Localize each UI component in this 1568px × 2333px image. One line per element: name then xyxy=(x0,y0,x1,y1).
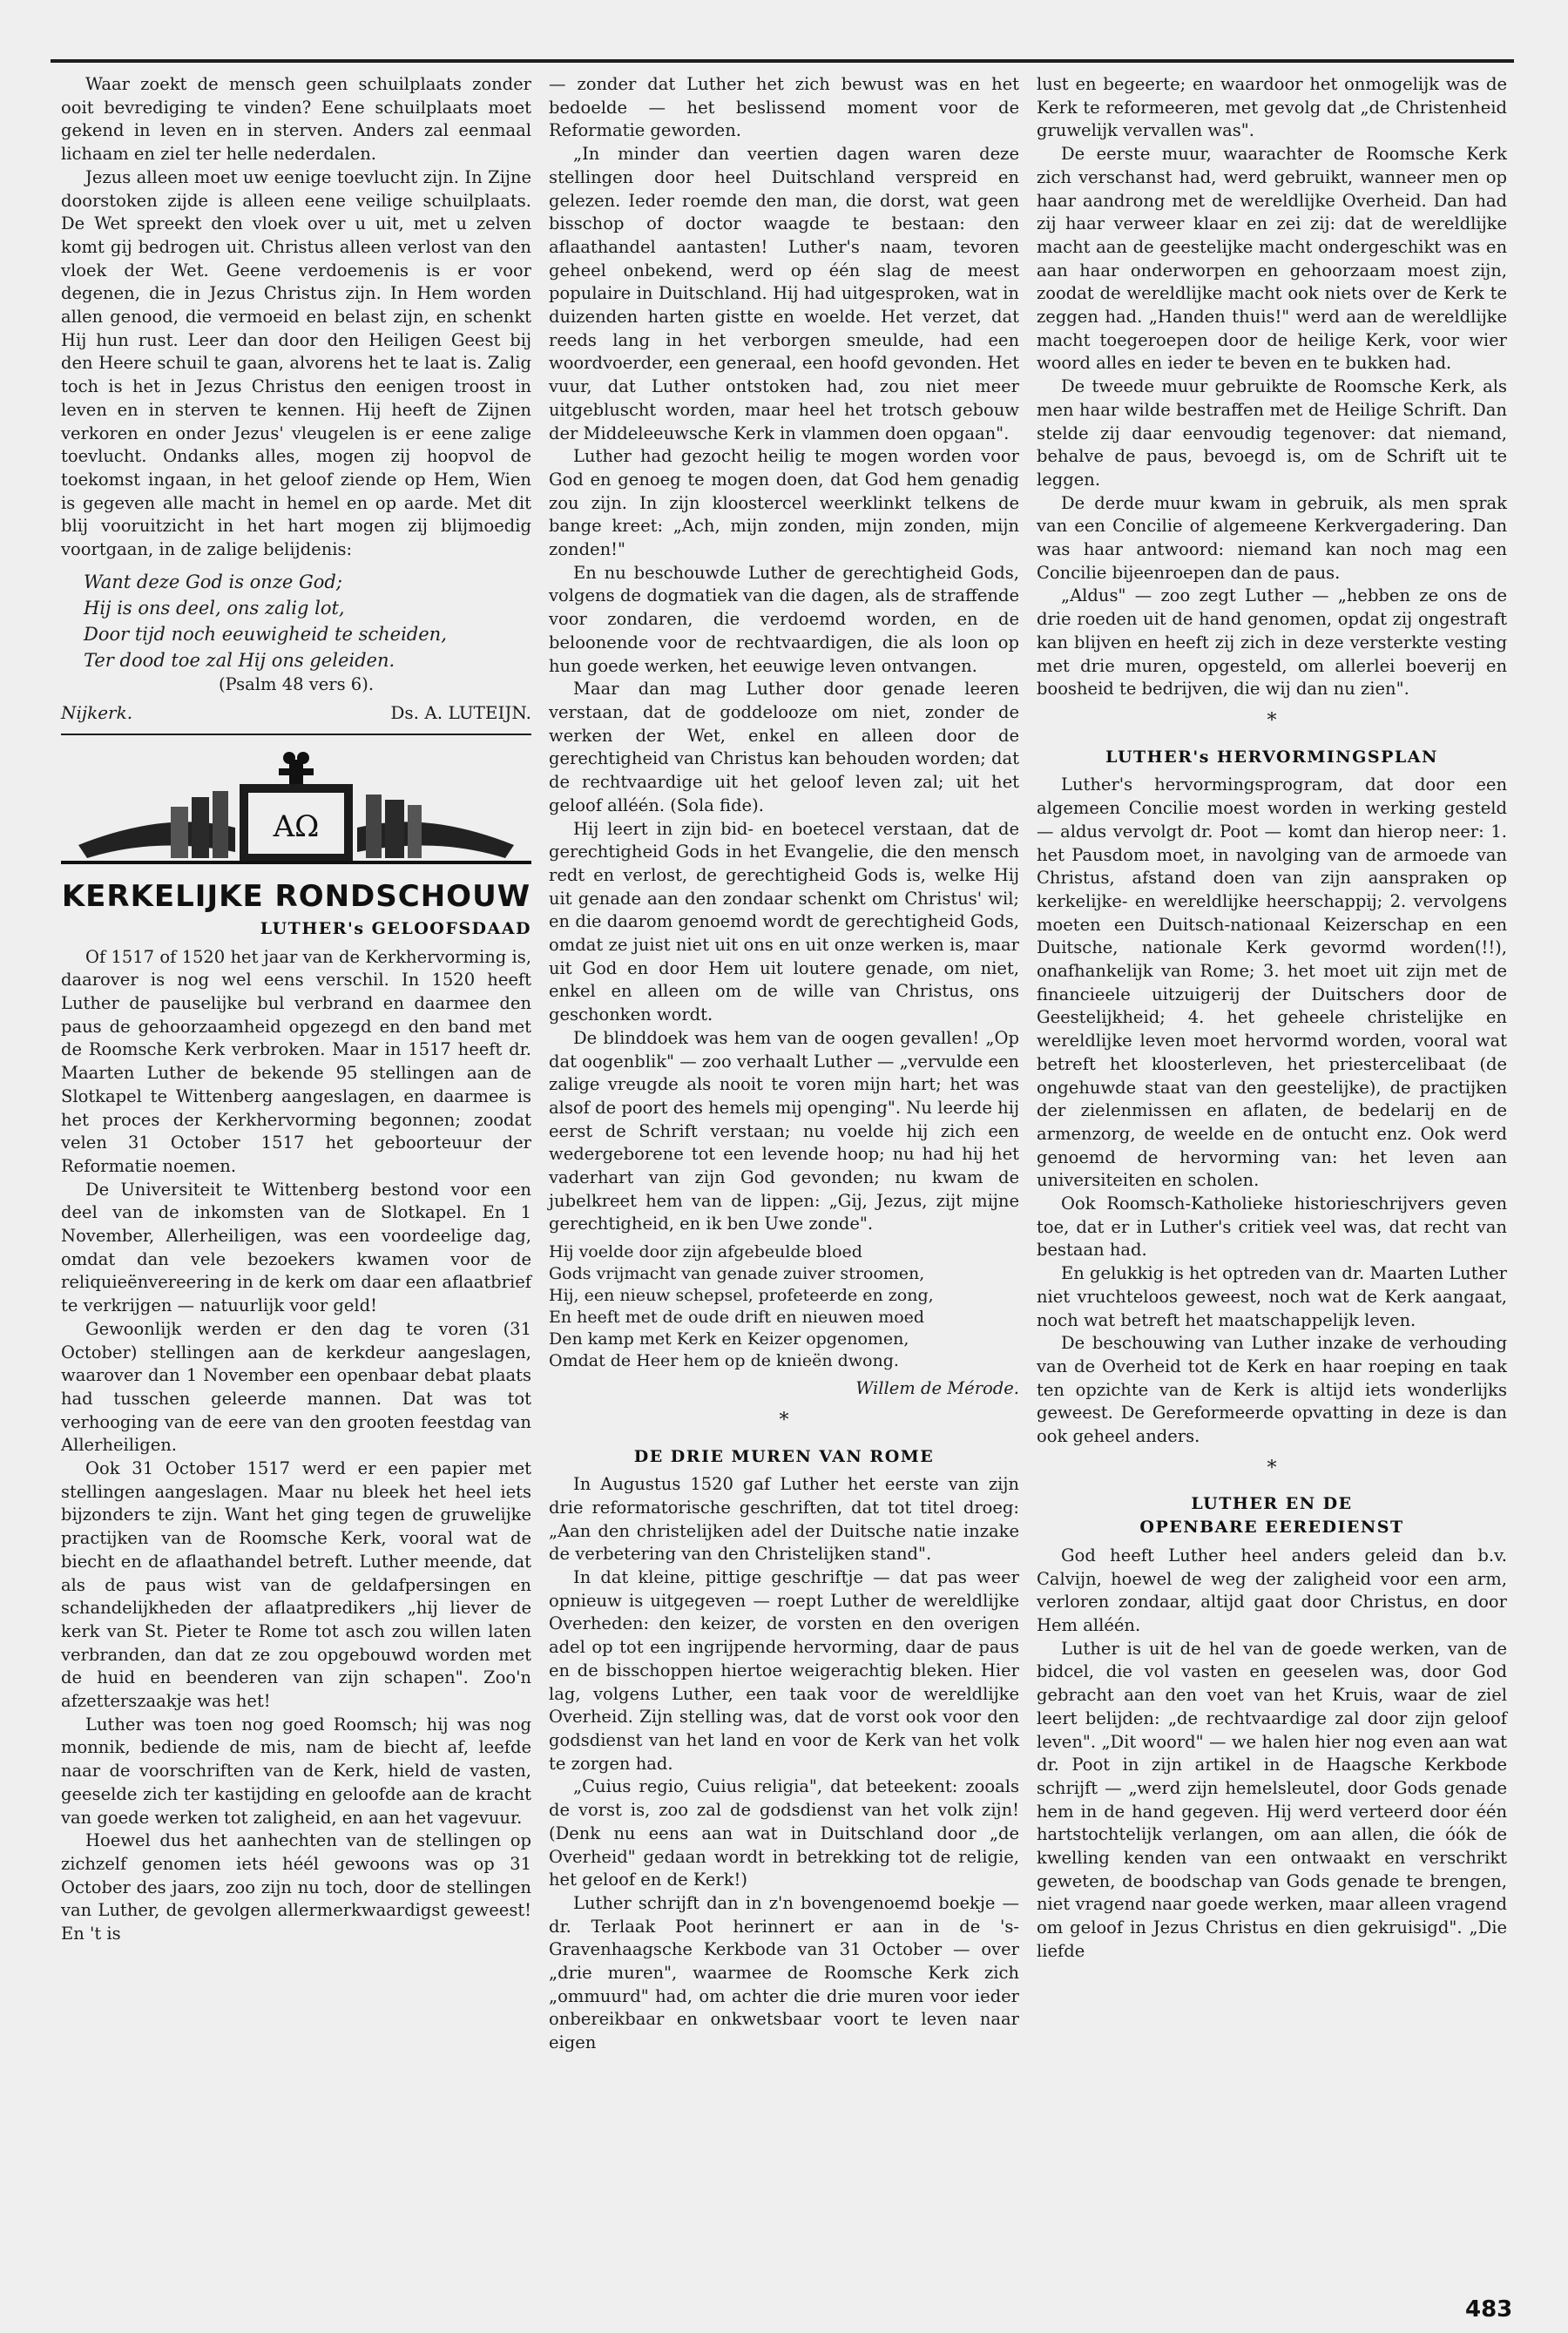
svg-text:AΩ: AΩ xyxy=(273,809,320,845)
poem-line: Hij, een nieuw schepsel, profeteerde en zong, xyxy=(549,1286,934,1306)
article-heading: LUTHER EN DE xyxy=(1191,1494,1353,1514)
poem-line: Door tijd noch eeuwigheid te scheiden, xyxy=(84,623,447,645)
article-paragraph: lust en begeerte; en waardoor het onmogelijk was de Kerk te reformeeren, met gevolg dat „de Christenheid gruwelijk vervallen was". xyxy=(1037,74,1507,141)
meditation-paragraph: Jezus alleen moet uw eenige toevlucht zijn. In Zijne doorstoken zijde is alleen eene veilige schuilplaats. De Wet spreekt den vloek over u uit, met u zelven komt gij bedrogen uit. Christus alleen verlost van den vloek der Wet. Geene verdoemenis is er voor degenen, die in Jezus Christus zijn. In Hem worden allen genood, die vermoeid en belast zijn, en schenkt Hij hun rust. Leer dan door den Heiligen Geest bij den Heere schuil te gaan, alvorens het te laat is. Zalig toch is het in Jezus Christus den eenigen troost in leven en in sterven te kennen. Hij heeft de Zijnen verkoren en onder Jezus' vleugelen is er eene zalige toevlucht. Ondanks alles, mogen zij hoopvol de toekomst ingaan, in het geloof ziende op Hem, Wien is gegeven alle macht in hemel en op aarde. Met dit blij vooruitzicht in het hart mogen zij blijmoedig voortgaan, in de zalige belijdenis: xyxy=(61,166,531,560)
article-paragraph: De beschouwing van Luther inzake de verhouding van de Overheid tot de Kerk en haar roeping en taak ten opzichte van de Kerk is altijd iets wonderlijks geweest. De Gereformeerde opvatting in deze is dan ook geheel anders. xyxy=(1037,1333,1507,1447)
author-name: Ds. A. LUTEIJN. xyxy=(390,702,531,724)
psalm-citation: (Psalm 48 vers 6). xyxy=(218,673,375,694)
article-paragraph: De derde muur kwam in gebruik, als men sprak van een Concilie of algemeene Kerkvergadering. Dan was haar antwoord: niemand kan noch mag een Concilie bijeenroepen dan de paus. xyxy=(1037,492,1507,583)
column-1 xyxy=(61,73,531,1946)
poem xyxy=(84,569,531,673)
section-divider xyxy=(61,734,531,735)
article-paragraph: Maar dan mag Luther door genade leeren verstaan, dat de goddelooze om niet, zonder de werken der Wet, enkel en alleen door de gerechtigheid van Christus kan behouden worden; dat de rechtvaardige uit het geloof leven zal; uit het geloof alléén. (Sola fide). xyxy=(549,679,1019,815)
article-paragraph: Luther is uit de hel van de goede werken, van de bidcel, die vol vasten en geeselen was, door God gebracht aan den voet van het Kruis, waar de ziel leert belijden: „de rechtvaardige zal door zijn geloof leven". „Dit woord" — we halen hier nog even aan wat dr. Poot in zijn artikel in de Haagsche Kerkbode schrijft — „werd zijn hemelsleutel, door Gods genade hem in de hand gegeven. Hij werd verteerd door één hartstochtelijk verlangen, om aan allen, die óók de kwelling kenden van een ontwaakt en verschrikt geweten, de boodschap van Gods genade te brengen, niet vragend naar goede werken, maar alleen vragend om geloof in Jezus Christus en dien gekruisigd". „Die liefde xyxy=(1037,1638,1507,1961)
poem-line: Want deze God is onze God; xyxy=(84,571,342,592)
article-paragraph: En nu beschouwde Luther de gerechtigheid Gods, volgens de dogmatiek van die dagen, als de straffende voor zondaren, die verdoemd worden, en de beloonende voor de rechtvaardigen, die als loon op hun goede werken, het eeuwige leven ontvangen. xyxy=(549,562,1019,676)
section-banner-illustration xyxy=(61,749,531,880)
article-paragraph: De Universiteit te Wittenberg bestond voor een deel van de inkomsten van de Slotkapel. En 1 November, Allerheiligen, was een voordeelige dag, omdat dan vele bezoekers kwamen voor de reliquieënvereering in de kerk om daar een aflaatbrief te verkrijgen — natuurlijk voor geld! xyxy=(61,1179,531,1316)
article-heading: DE DRIE MUREN VAN ROME xyxy=(633,1446,935,1466)
article-paragraph: De blinddoek was hem van de oogen gevallen! „Op dat oogenblik" — zoo verhaalt Luther — „vervulde een zalige vreugde als nooit te voren mijn hart; het was alsof de poort des hemels mij openging". Nu leerde hij eerst de Schrift verstaan; nu voelde hij zich een wedergeborene tot een levende hoop; nu had hij het vaderhart van zijn God gevonden; nu kwam de jubelkreet hem van de lippen: „Gij, Jezus, zijt mijne gerechtigheid, en ik ben Uwe zonde". xyxy=(549,1027,1019,1234)
article-paragraph: Luther had gezocht heilig te mogen worden voor God en genoeg te mogen doen, dat God hem genadig zou zijn. In zijn kloostercel weerklinkt telkens de bange kreet: „Ach, mijn zonden, mijn zonden, mijn zonden!" xyxy=(549,446,1019,560)
quoted-poem xyxy=(549,1241,1019,1372)
separator-asterisk: * xyxy=(779,1409,789,1431)
article-paragraph: Luther's hervormingsprogram, dat door een algemeen Concilie moest worden in werking gesteld — aldus vervolgt dr. Poot — komt dan hierop neer: 1. het Pausdom moet, in navolging van de armoede van Christus, afstand doen van zijn aanspraken op kerkelijke- en wereldlijke heerschappij; 2. vervolgens moeten een Duitsch-nationaal Keizerschap en een Duitsche, nationale Kerk gevormd worden(!!), onafhankelijk van Rome; 3. het moet uit zijn met de financieele uitzuigerij der Duitschers door de Geestelijkheid; 4. het geheele christelijke en wereldlijke leven moet hervormd worden, vooral wat betreft het kloosterleven, het priestercelibaat (de ongehuwde staat van den geestelijke), de practijken der zielenmissen en aflaten, de bedelarij en de armenzorg, de weelde en de ontucht enz. Ook werd genoemd de hervorming van: het leven aan universiteiten en scholen. xyxy=(1037,774,1507,1191)
separator-asterisk: * xyxy=(1267,1457,1277,1479)
poem-line: Hij voelde door zijn afgebeulde bloed xyxy=(549,1242,862,1262)
page-number: 483 xyxy=(1465,2296,1513,2323)
article-heading: LUTHER's GELOOFSDAAD xyxy=(260,918,531,938)
article-paragraph: Gewoonlijk werden er den dag te voren (31 October) stellingen aan de kerkdeur aangeslagen, waarover dan 1 November een openbaar debat plaats had tusschen geleerde mannen. Dat was tot verhooging van de eere van den grooten feestdag van Allerheiligen. xyxy=(61,1318,531,1456)
column-2 xyxy=(549,73,1019,2055)
meditation-paragraph: Waar zoekt de mensch geen schuilplaats zonder ooit bevrediging te vinden? Eene schuilplaats moet gekend in leven en in sterven. Anders zal eenmaal lichaam en ziel ter helle nederdalen. xyxy=(61,74,531,165)
section-title: KERKELIJKE RONDSCHOUW xyxy=(61,879,531,915)
poem-line: Ter dood toe zal Hij ons geleiden. xyxy=(84,649,395,671)
article-paragraph: In dat kleine, pittige geschriftje — dat pas weer opnieuw is uitgegeven — roept Luther de wereldlijke Overheden: den keizer, de vorsten en den overigen adel op tot een ingrijpende hervorming, daar de paus en de bisschoppen hiertoe weigerachtig bleken. Hier lag, volgens Luther, een taak voor de wereldlijke Overheid. Zijn stelling was, dat de vorst ook voor den godsdienst van het land en voor de Kerk van het volk te zorgen had. xyxy=(549,1567,1019,1774)
column-3 xyxy=(1037,73,1507,1964)
article-paragraph: En gelukkig is het optreden van dr. Maarten Luther niet vruchteloos geweest, noch wat de Kerk aangaat, noch wat betreft het maatschappelijk leven. xyxy=(1037,1263,1507,1330)
poem-author: Willem de Mérode. xyxy=(855,1378,1019,1399)
article-heading: LUTHER's HERVORMINGSPLAN xyxy=(1105,747,1438,767)
separator-asterisk: * xyxy=(1267,709,1277,732)
article-heading: OPENBARE EEREDIENST xyxy=(1139,1518,1404,1538)
top-rule xyxy=(51,59,1514,63)
article-paragraph: — zonder dat Luther het zich bewust was en het bedoelde — het beslissend moment voor de Reformatie geworden. xyxy=(549,74,1019,141)
article-paragraph: Hij leert in zijn bid- en boetecel verstaan, dat de gerechtigheid Gods in het Evangelie, die den mensch redt en verlost, de gerechtigheid Gods is, welke Hij uit genade aan den zondaar schenkt om Christus' wil; en die daarom genoemd wordt de gerechtigheid Gods, omdat ze juist niet uit ons en uit onze werken is, maar uit God en door Hem uit loutere genade, om niet, enkel en alleen om de wille van Christus, ons geschonken wordt. xyxy=(549,818,1019,1025)
poem-line: Gods vrijmacht van genade zuiver stroomen, xyxy=(549,1264,925,1284)
poem-line: Den kamp met Kerk en Keizer opgenomen, xyxy=(549,1329,909,1349)
poem-line: Omdat de Heer hem op de knieën dwong. xyxy=(549,1351,899,1371)
article-paragraph: Luther was toen nog goed Roomsch; hij was nog monnik, bediende de mis, nam de biecht af, leefde naar de voorschriften van de Kerk, hield de vasten, geeselde zich ter kastijding en geloofde aan de kracht van goede werken tot zaligheid, en aan het vagevuur. xyxy=(61,1714,531,1828)
article-paragraph: De eerste muur, waarachter de Roomsche Kerk zich verschanst had, werd gebruikt, wanneer men op haar aandrong met de wereldlijke Overheid. Dan had zij haar verweer klaar en zei zij: dat de wereldlijke macht aan de geestelijke macht ondergeschikt was en aan haar onderworpen en gehoorzaam moest zijn, zoodat de wereldlijke macht ook niets over de Kerk te zeggen had. „Handen thuis!" werd aan de wereldlijke macht toegeroepen door de heilige Kerk, voor wier woord alles en ieder te beven en te bukken had. xyxy=(1037,144,1507,374)
article-paragraph: Hoewel dus het aanhechten van de stellingen op zichzelf genomen iets héél gewoons was op 31 October des jaars, zoo zijn nu toch, door de stellingen van Luther, de gevolgen allermerkwaardigst geweest! En 't is xyxy=(61,1830,531,1944)
signature-row xyxy=(61,701,531,725)
poem-line: Hij is ons deel, ons zalig lot, xyxy=(84,597,345,619)
article-paragraph: God heeft Luther heel anders geleid dan b.v. Calvijn, hoewel de weg der zaligheid voor een arm, verloren zondaar, altijd gaat door Christus, en door Hem alléén. xyxy=(1037,1545,1507,1635)
article-paragraph: „Aldus" — zoo zegt Luther — „hebben ze ons de drie roeden uit de hand genomen, opdat zij ongestraft kan blijven en heeft zij zich in deze versterkte vesting met drie muren, opgesteld, om allerlei boeverij en boosheid te bedrijven, die wij dan nu zien". xyxy=(1037,585,1507,700)
article-paragraph: Ook 31 October 1517 werd er een papier met stellingen aangeslagen. Maar nu bleek het heel iets bijzonders te zijn. Want het ging tegen de gruwelijke practijken van de Roomsche Kerk, vooral wat de biecht en de aflaathandel betreft. Luther meende, dat als de paus wist van de geldafpersingen en schandelijkheden der aflaatpredikers „hij liever de kerk van St. Pieter te Rome tot asch zou willen laten verbranden, dan dat ze zou opgebouwd worden met de huid en beenderen van zijn schapen". Zoo'n afzetterszaakje was het! xyxy=(61,1458,531,1712)
article-paragraph: „In minder dan veertien dagen waren deze stellingen door heel Duitschland verspreid en gelezen. Ieder roemde den man, die dorst, wat geen bisschop of doctor waagde te bestaan: den aflaathandel aantasten! Luther's naam, tevoren geheel onbekend, werd op één slag de meest populaire in Duitschland. Hij had uitgesproken, wat in duizenden harten gistte en woelde. Het verzet, dat reeds lang in het verborgen smeulde, had een woordvoerder, een generaal, een hoofd gevonden. Het vuur, dat Luther ontstoken had, zou niet meer uitgebluscht worden, maar heel het trotsch gebouw der Middeleeuwsche Kerk in vlammen doen opgaan". xyxy=(549,144,1019,443)
poem-line: En heeft met de oude drift en nieuwen moed xyxy=(549,1308,925,1328)
article-paragraph: Ook Roomsch-Katholieke historieschrijvers geven toe, dat er in Luther's critiek veel was, dat recht van bestaan had. xyxy=(1037,1194,1507,1261)
article-paragraph: Luther schrijft dan in z'n bovengenoemd boekje — dr. Terlaak Poot herinnert er aan in de 's-Gravenhaagsche Kerkbode van 31 October — over „drie muren", waarmee de Roomsche Kerk zich „ommuurd" had, om achter die drie muren voor ieder onbereikbaar en onkwetsbaar voort te leven naar eigen xyxy=(549,1892,1019,2053)
article-paragraph: „Cuius regio, Cuius religia", dat beteekent: zooals de vorst is, zoo zal de godsdienst van het volk zijn! (Denk nu eens aan wat in Duitschland door „de Overheid" gedaan wordt in betrekking tot de religie, het geloof en de Kerk!) xyxy=(549,1776,1019,1890)
article-paragraph: De tweede muur gebruikte de Roomsche Kerk, als men haar wilde bestraffen met de Heilige Schrift. Dan stelde zij daar eenvoudig tegenover: dat niemand, behalve de paus, bevoegd is, om de Schrift uit te leggen. xyxy=(1037,376,1507,490)
article-paragraph: In Augustus 1520 gaf Luther het eerste van zijn drie reformatorische geschriften, dat tot titel droeg: „Aan den christelijken adel der Duitsche natie inzake de verbetering van den Christelijken stand". xyxy=(549,1474,1019,1565)
place-name: Nijkerk. xyxy=(61,702,133,724)
article-paragraph: Of 1517 of 1520 het jaar van de Kerkhervorming is, daarover is nog wel eens verschil. In 1520 heeft Luther de pauselijke bul verbrand en daarmee den paus de gehoorzaamheid opgezegd en den band met de Roomsche Kerk verbroken. Maar in 1517 heeft dr. Maarten Luther de bekende 95 stellingen aan de Slotkapel te Wittenberg aangeslagen, en daarmee is het proces der Kerkhervorming begonnen; zoodat velen 31 October 1517 het geboorteuur der Reformatie noemen. xyxy=(61,946,531,1176)
